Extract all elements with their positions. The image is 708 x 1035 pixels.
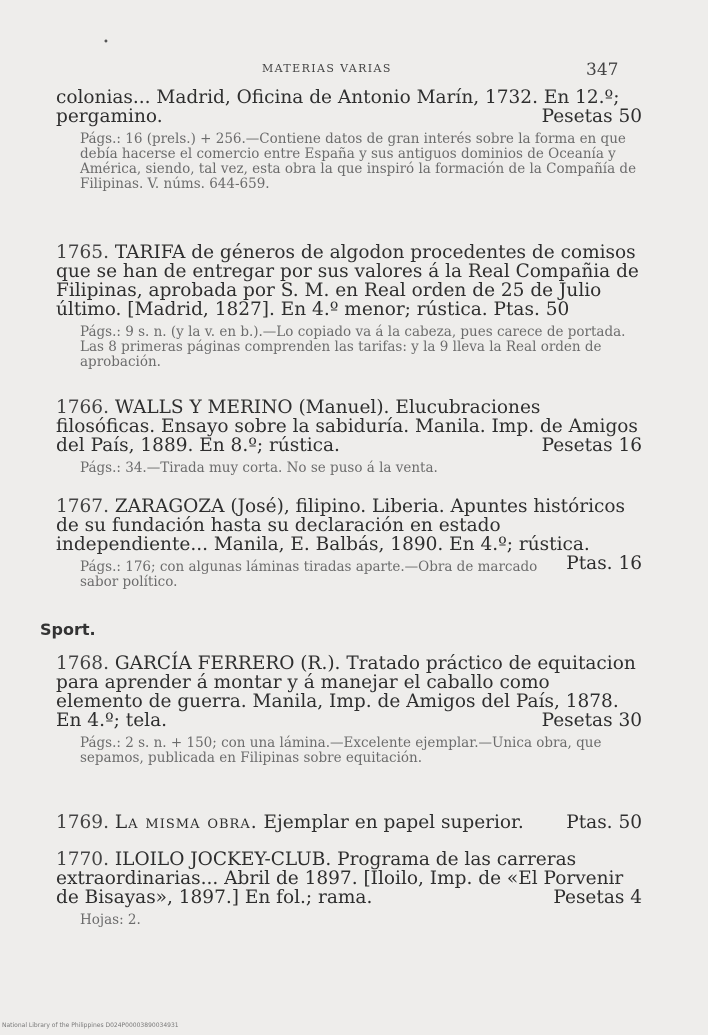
entry-note: Págs.: 176; con algunas láminas tiradas aparte.—Obra de marcado sabor político. [80, 559, 538, 590]
entry-body [56, 243, 642, 319]
entry-text: WALLS Y MERINO (Manuel). Elucubraciones filosóficas. Ensayo sobre la sabiduría. Manila. Imp. de Amigos del País, 1889. En 8.º; rústica. [56, 397, 638, 456]
entry-1766 [56, 398, 642, 476]
entry-text: Ejemplar en papel superior. [263, 812, 524, 833]
entry-text: TARIFA de géneros de algodon procedentes de comisos que se han de entregar por sus valores á la Real Compañia de Filipinas, aprobada por S. M. en Real orden de 25 de Julio último. [Madrid, 1827]. En 4.º menor; rústica. Ptas. 50 [56, 242, 639, 320]
entry-1769 [56, 813, 642, 832]
entry-body [56, 398, 642, 455]
entry-price: Pesetas 16 [541, 435, 642, 456]
entry-previous-continuation [56, 88, 642, 192]
entry-body [56, 850, 642, 907]
entry-note: Págs.: 9 s. n. (y la v. en b.).—Lo copiado va á la cabeza, pues carece de portada. Las 8 primeras páginas comprenden las tarifas: y la 9 lleva la Real orden de aprobación. [80, 324, 626, 370]
entry-1768 [56, 654, 642, 766]
ink-dot: • [103, 37, 109, 48]
entry-price: Ptas. 16 [566, 553, 642, 574]
entry-1765 [56, 243, 642, 370]
entry-price: Pesetas 30 [541, 710, 642, 731]
section-heading: Sport. [40, 620, 96, 639]
entry-number: 1769. [56, 812, 109, 833]
running-head [0, 60, 708, 82]
entry-line: pergamino. [56, 106, 163, 127]
entry-price: Pesetas 4 [553, 887, 642, 908]
entry-lead: La misma obra. [114, 812, 258, 833]
entry-number: 1765. [56, 242, 109, 263]
entry-note: Págs.: 16 (prels.) + 256.—Contiene datos de gran interés sobre la forma en que debía hacerse el comercio entre España y sus antiguos dominios de Oceanía y América, siendo, tal vez, esta obra la que inspiró la formación de la Compañía de Filipinas. V. núms. 644-659. [80, 131, 637, 192]
entry-note: Hojas: 2. [80, 912, 141, 928]
entry-text: ZARAGOZA (José), filipino. Liberia. Apuntes históricos de su fundación hasta su declaración en estado independiente... Manila, E. Balbás, 1890. En 4.º; rústica. [56, 496, 626, 555]
running-title: MATERIAS VARIAS [262, 62, 392, 75]
entry-number: 1768. [56, 653, 109, 674]
entry-price: Ptas. 50 [566, 812, 642, 833]
entry-price: Pesetas 50 [541, 106, 642, 127]
entry-number: 1770. [56, 849, 109, 870]
entry-body [56, 813, 642, 832]
entry-body [56, 654, 642, 730]
entry-text: GARCÍA FERRERO (R.). Tratado práctico de equitacion para aprender á montar y á manejar el caballo como elemento de guerra. Manila, Imp. de Amigos del País, 1878. En 4.º; tela. [56, 653, 636, 731]
entry-note: Págs.: 34.—Tirada muy corta. No se puso á la venta. [80, 460, 438, 476]
entry-text: ILOILO JOCKEY-CLUB. Programa de las carreras extraordinarias... Abril de 1897. [Iloilo, Imp. de «El Porvenir de Bisayas», 1897.] En fol.; rama. [56, 849, 624, 908]
entry-body [56, 496, 642, 574]
entry-1767 [56, 497, 642, 590]
entry-number: 1766. [56, 397, 109, 418]
entry-number: 1767. [56, 496, 109, 517]
scan-footer: National Library of the Philippines D024P00003890034931 [2, 1022, 179, 1029]
entry-line: colonias... Madrid, Oficina de Antonio Marín, 1732. En 12.º; [56, 87, 620, 108]
page-number: 347 [586, 60, 619, 80]
entry-price-line [56, 107, 642, 126]
entry-1770 [56, 850, 642, 928]
entry-note: Págs.: 2 s. n. + 150; con una lámina.—Excelente ejemplar.—Unica obra, que sepamos, publicada en Filipinas sobre equitación. [80, 735, 602, 766]
